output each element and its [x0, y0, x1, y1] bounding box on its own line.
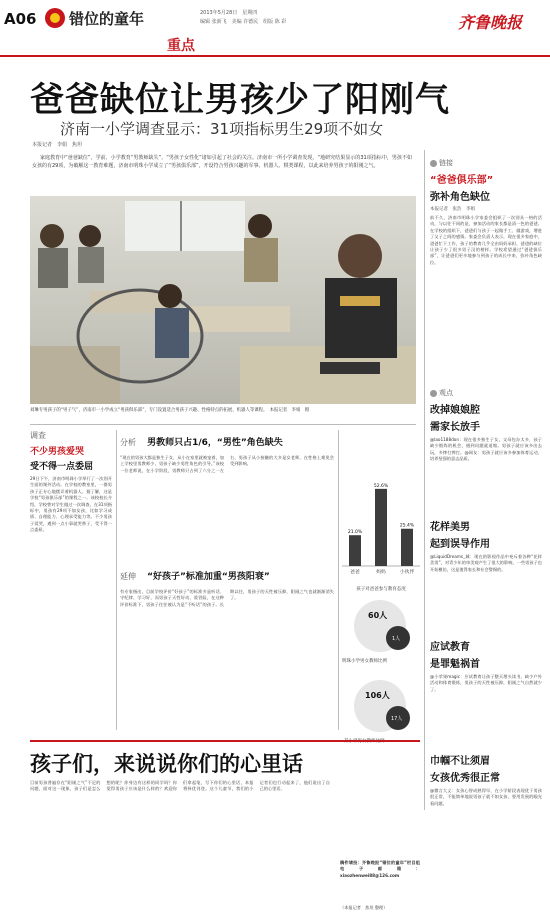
- analysis-title: 男教师只占1/6，“男性”角色缺失: [147, 438, 283, 448]
- page-header: [0, 0, 550, 58]
- bar-chart-caption: 孩子对爸爸参与教育态度: [356, 587, 406, 592]
- main-headline: 爸爸缺位让男孩少了阳刚气: [30, 80, 450, 120]
- extension-body: 有专家指出，目前学校评价“好孩子”的标准多是听话、守纪律、学习好，而男孩子天性好动、爱冒险，在这种评价标准下，男孩子往往被认为是“不听话”的孩子。长期以往，男孩子的天性被压抑，阳刚之气也就渐渐消失了。: [120, 589, 334, 607]
- survey-title-1: 不少男孩爱哭: [30, 447, 85, 457]
- photo-bottom-rule: [30, 424, 416, 425]
- ratio-graphic-2: [346, 676, 418, 748]
- lead-paragraph: [32, 154, 412, 170]
- headline-byline: 本报记者 李娟 焦坦: [32, 142, 83, 148]
- sidebar-mid2-title-2: 起到误导作用: [430, 539, 490, 550]
- bottom-body: 目前男孩普遍存在“阳刚之气”不足的问题，面对这一现象，孩子们是怎么想的呢？你身边有这样的同学吗？你觉得男孩子应该是什么样的？欢迎你们拿起笔，写下你们的心里话，本报将择优刊登。这个儿童节，我们的小记者们也行动起来了，他们说出了自己的心里话。: [30, 780, 330, 792]
- sidebar-low: [430, 638, 542, 734]
- col-extension: [120, 564, 334, 739]
- section-title: 错位的童年: [69, 10, 145, 28]
- bottom-sign: （本报记者 焦坦 整理）: [340, 905, 388, 910]
- view-tag: [430, 388, 542, 398]
- survey-title-2: 受不得一点委屈: [30, 462, 94, 472]
- survey-body: 29日下午，济南市明珠小学举行了一次别开生面的课外活动。在学校的教室里，一群男孩子正专心地摆弄着机器人。据了解，这是学校“男孩俱乐部”的课程之一。该校校长介绍，学校曾对学生做过一次调查，在31项指标中，男孩有29项不如女孩，比如学习成绩、自理能力、心理承受能力等。不少男孩子爱哭，遇到一点小事就哭鼻子，受不得一点委屈。: [30, 476, 112, 533]
- bar-category-label-2: 小伙伴: [399, 570, 415, 575]
- section-title-badge: [43, 6, 163, 30]
- ratio2-small: 17人: [391, 716, 403, 722]
- bar-1: [375, 489, 387, 566]
- bar-value-label-2: 25.4%: [399, 523, 415, 529]
- analysis-tag: 分析: [120, 438, 136, 447]
- section-subtitle: 重点: [167, 38, 195, 54]
- sidebar-bottom-title-1: 巾帼不让须眉: [430, 756, 490, 767]
- bar-value-label-1: 52.6%: [373, 483, 389, 489]
- sidebar-mid-title-2: 需家长放手: [430, 422, 480, 433]
- sidebar-top-title-1: “爸爸俱乐部”: [430, 175, 494, 186]
- bottom-contact: 稿件请投：齐鲁晚报“错位的童年”栏目组 电子邮箱：xiaozhenwei88@126.com: [340, 860, 425, 878]
- link-tag-icon: [430, 160, 437, 167]
- ratio2-big: 106人: [365, 691, 390, 700]
- col-survey: [30, 430, 112, 746]
- extension-heading: [120, 564, 334, 583]
- sidebar-mid-body: @lao1188don：现在很多独生子女，父母包办太多，孩子缺少锻炼的机会，遇到问题就退缩。男孩子就应该多出去玩，多摔打摔打。@网友：男孩子就应该多参加体育运动，培养坚强的意志品质。: [430, 437, 542, 462]
- sidebar-mid2-body: @LiquidDreams_城：现在的影视作品中充斥着各种“花样美男”，对青少年的审美观产生了很大的影响，一些男孩子也开始模仿，这是值得家长和社会警惕的。: [430, 554, 542, 572]
- paper-logo: 齐鲁晚报: [458, 13, 523, 32]
- classroom-photo-image: [30, 196, 416, 404]
- lead-text: 家庭教育中“爸爸缺位”，学前、小学教育“男教师缺失”，“男孩子女性化”诸如引起了社会的关注。济南市一所小学调查发现，“地研究结果显示的31项指标中，男孩不如女孩的有29项，为破解这一教育难题，济南市明珠小学成立了“男孩俱乐部”，开设符合男孩兴趣的军事、机器人、棋类课程，以此来培养男孩子的阳刚之气。: [32, 155, 412, 169]
- teacher-ratio-1-icon: [346, 596, 418, 656]
- sidebar-bottom: [430, 752, 542, 888]
- date-line: 2013年5月28日 星期四: [200, 10, 258, 16]
- photo-caption: 刘琳专男孩子的“男子气”，济南市一小学成立“男孩俱乐部”，专门设置适合男孩子兴趣、性格特点的拓展、机器人等课程。 本报记者 李娟 摄: [30, 408, 310, 413]
- sidebar-top: [430, 158, 542, 365]
- sidebar-mid2: [430, 518, 542, 626]
- page-code: A06: [4, 10, 37, 28]
- col-divider-2: [338, 430, 339, 730]
- sidebar-mid: [430, 388, 542, 507]
- bar-value-label-0: 21.0%: [347, 530, 363, 536]
- bottom-headline: 孩子们，来说说你们的心里话: [30, 752, 303, 776]
- sidebar-mid2-title-1: 花样美男: [430, 522, 470, 533]
- bar-2: [401, 529, 413, 566]
- link-tag: [430, 158, 542, 168]
- sidebar-top-body: 前不久，济南市明珠小学家委会组织了一次别具一格的活动，与以往不同的是，参加活动的家长都是清一色的爸爸。在学校的组织下，爸爸们与孩子一起做手工、做游戏，增进了父子之间的感情。家委会负责人表示，现在很多家庭中，爸爸忙于工作，孩子的教育几乎全由妈妈承担，爸爸的缺位让孩子少了很多男子汉的榜样。学校希望通过“爸爸俱乐部”，让爸爸们更多地参与到孩子的成长中来，弥补角色缺位。: [430, 215, 542, 265]
- bottom-rule: [30, 740, 420, 742]
- ratio1-big: 60人: [368, 611, 388, 620]
- sidebar-low-title-2: 是罪魁祸首: [430, 659, 480, 670]
- sidebar-low-title-1: 应试教育: [430, 642, 470, 653]
- main-photo: [30, 196, 416, 404]
- bar-category-label-1: 妈妈: [376, 570, 386, 575]
- sidebar-top-byline: 本报记者 张浩 李娟: [430, 207, 475, 212]
- bar-category-label-0: 爸爸: [350, 570, 360, 575]
- analysis-body: “现在的男孩大都是独生子女，从小在家里就被宠着，加上学校里男教师少，男孩子缺少男性角色的引导。”该校一位老师说，在小学阶段，男教师只占到了六分之一左右，男孩子从小接触的大多是女老师，在性格上难免会受到影响。: [120, 455, 334, 473]
- col-analysis: [120, 430, 334, 565]
- bar-0: [349, 535, 361, 566]
- editor-line: 编辑 张新飞 美编 许德民 组版 陈 彩: [200, 19, 287, 25]
- sidebar-bottom-title-2: 女孩优秀很正常: [430, 773, 500, 784]
- sub-headline: 济南一小学调查显示：31项指标男生29项不如女: [60, 120, 384, 138]
- sidebar-top-title-2: 弥补角色缺位: [430, 192, 490, 203]
- analysis-heading: [120, 430, 334, 449]
- view-tag-label: 观点: [439, 389, 453, 397]
- extension-title: “好孩子”标准加重“男孩阳衰”: [147, 572, 270, 582]
- teacher-ratio-2-icon: [346, 676, 418, 736]
- col-divider-1: [116, 430, 117, 730]
- bar-chart-svg: [342, 470, 420, 580]
- ratio1-caption: 明珠小学男女教师比例: [342, 659, 387, 664]
- sidebar-bottom-body: @微言大义：女孩心智成熟得早，在小学阶段表现优于男孩很正常，不能简单地说男孩子就不如女孩，要用发展的眼光看问题。: [430, 788, 542, 806]
- sidebar-divider: [424, 150, 425, 810]
- view-tag-icon: [430, 390, 437, 397]
- bar-chart: [342, 470, 420, 590]
- extension-tag: 延伸: [120, 572, 136, 581]
- ratio1-small: 1人: [392, 636, 401, 642]
- header-rule: [0, 55, 550, 57]
- link-tag-label: 链接: [439, 159, 453, 167]
- sidebar-low-body: @小苹果magic：应试教育让孩子整天埋头读书，缺少户外活动和体育锻炼，男孩子的天性被压抑，阳刚之气自然就少了。: [430, 674, 542, 692]
- ratio-graphic-1: [342, 596, 418, 668]
- sidebar-mid-title-1: 改掉娘娘腔: [430, 405, 480, 416]
- survey-tag: 调查: [30, 431, 46, 440]
